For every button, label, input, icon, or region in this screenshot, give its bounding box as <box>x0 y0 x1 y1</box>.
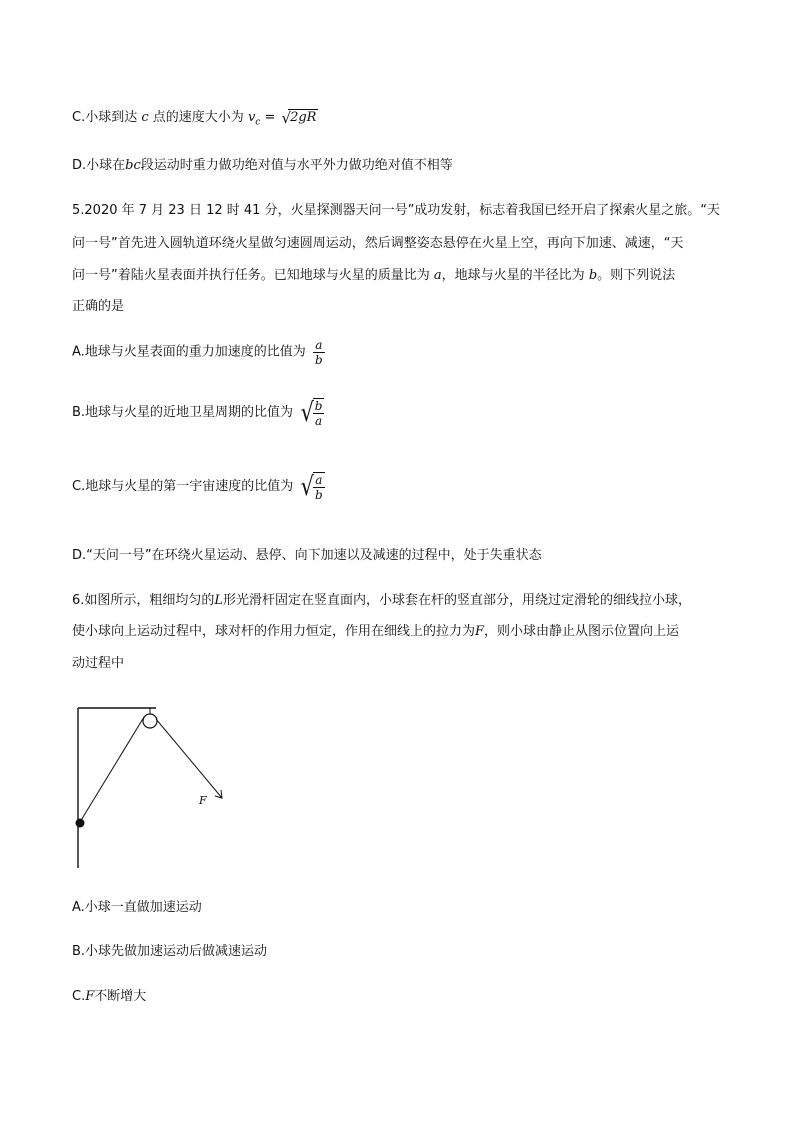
q6-option-c <box>72 989 146 1005</box>
q5-option-c-text: C.地球与火星的第一宇宙速度的比值为 <box>72 479 294 494</box>
q5-option-c-den: b <box>314 488 323 502</box>
q5-stem-line-3-a: 问一号”着陆火星表面并执行任务。已知地球与火星的质量比为 <box>72 268 430 283</box>
q5-stem-line-1: 5.2020 年 7 月 23 日 12 时 41 分，火星探测器天问一号”成功发射，标志着我国已经开启了探索火星之旅。“天 <box>72 203 721 218</box>
q6-option-a: A.小球一直做加速运动 <box>72 900 202 915</box>
q4-option-c-root-body: 2gR <box>290 110 317 125</box>
q5-option-a-num: a <box>313 338 325 353</box>
q5-option-b <box>72 398 324 428</box>
q4-option-c <box>72 109 318 131</box>
string-to-force <box>156 719 222 798</box>
ball-icon <box>76 819 85 828</box>
figure-label-f: F <box>199 794 207 807</box>
q5-var-b: b <box>588 268 598 283</box>
q5-option-b-text: B.地球与火星的近地卫星周期的比值为 <box>72 405 294 420</box>
q5-option-b-num: b <box>314 399 323 413</box>
q4-option-c-v: v <box>247 110 256 125</box>
q5-option-b-fraction <box>313 399 325 428</box>
q6-option-c-prefix: C. <box>72 989 86 1004</box>
q6-var-f: F <box>475 624 485 639</box>
q5-option-d: D.“天问一号”在环绕火星运动、悬停、向下加速以及减速的过程中，处于失重状态 <box>72 548 542 563</box>
q6-stem-line-2-b: ，则小球由静止从图示位置向上运 <box>484 624 680 639</box>
q4-option-c-eq: = <box>264 110 280 125</box>
q4-option-d-prefix: D.小球在 <box>72 158 126 173</box>
q4-option-c-root: √2gR <box>281 108 317 127</box>
q5-stem-line-2: 问一号”首先进入圆轨道环绕火星做匀速圆周运动，然后调整姿态悬停在火星上空，再向下加速、减速，“天 <box>72 236 684 251</box>
q5-stem-line-3-b: ，地球与火星的半径比为 <box>441 268 585 283</box>
q5-option-a <box>72 338 325 367</box>
q6-stem-line-3: 动过程中 <box>72 656 125 671</box>
q4-option-c-sub: c <box>255 117 261 128</box>
string-to-ball <box>80 717 144 822</box>
q5-stem-line-3-c: 。则下列说法 <box>597 268 676 283</box>
q5-option-b-root: √ $\frac{b}{a}$ <box>300 398 323 428</box>
q6-stem-line-2-a: 使小球向上运动过程中，球对杆的作用力恒定，作用在细线上的拉力为 <box>72 624 476 639</box>
q5-option-c-fraction <box>313 473 325 502</box>
q5-option-a-text: A.地球与火星表面的重力加速度的比值为 <box>72 344 306 360</box>
q5-option-c-root: √ $\frac{a}{b}$ <box>301 472 323 502</box>
q6-option-c-rest: 不断增大 <box>94 989 147 1004</box>
q6-option-c-var: F <box>85 989 95 1004</box>
pulley-icon <box>143 714 157 728</box>
q5-stem-line-4: 正确的是 <box>72 299 125 314</box>
q6-var-l: L <box>214 593 224 608</box>
q5-option-a-fraction <box>313 338 325 367</box>
q6-stem-line-1 <box>72 593 691 609</box>
q4-option-c-prefix: C.小球到达 <box>72 110 138 125</box>
q4-option-c-mid: 点的速度大小为 <box>152 110 244 125</box>
q5-option-c <box>72 472 325 502</box>
q6-stem-line-2 <box>72 624 679 640</box>
q6-figure-l-rod-pulley <box>72 700 242 880</box>
q5-option-a-den: b <box>314 353 323 367</box>
q4-option-c-var: c <box>141 110 149 125</box>
q5-option-b-den: a <box>315 414 323 428</box>
q6-stem-line-1-a: 6.如图所示，粗细均匀的 <box>72 593 215 608</box>
q5-option-c-num: a <box>313 473 325 488</box>
q6-stem-line-1-b: 形光滑杆固定在竖直面内，小球套在杆的竖直部分，用绕过定滑轮的细线拉小球， <box>223 593 692 608</box>
q4-option-d-rest: 段运动时重力做功绝对值与水平外力做功绝对值不相等 <box>140 158 453 173</box>
q5-stem-line-3 <box>72 268 675 284</box>
q4-option-d <box>72 158 453 174</box>
q5-var-a: a <box>433 268 442 283</box>
q4-option-d-var: bc <box>125 158 141 173</box>
q6-option-b: B.小球先做加速运动后做减速运动 <box>72 944 268 959</box>
